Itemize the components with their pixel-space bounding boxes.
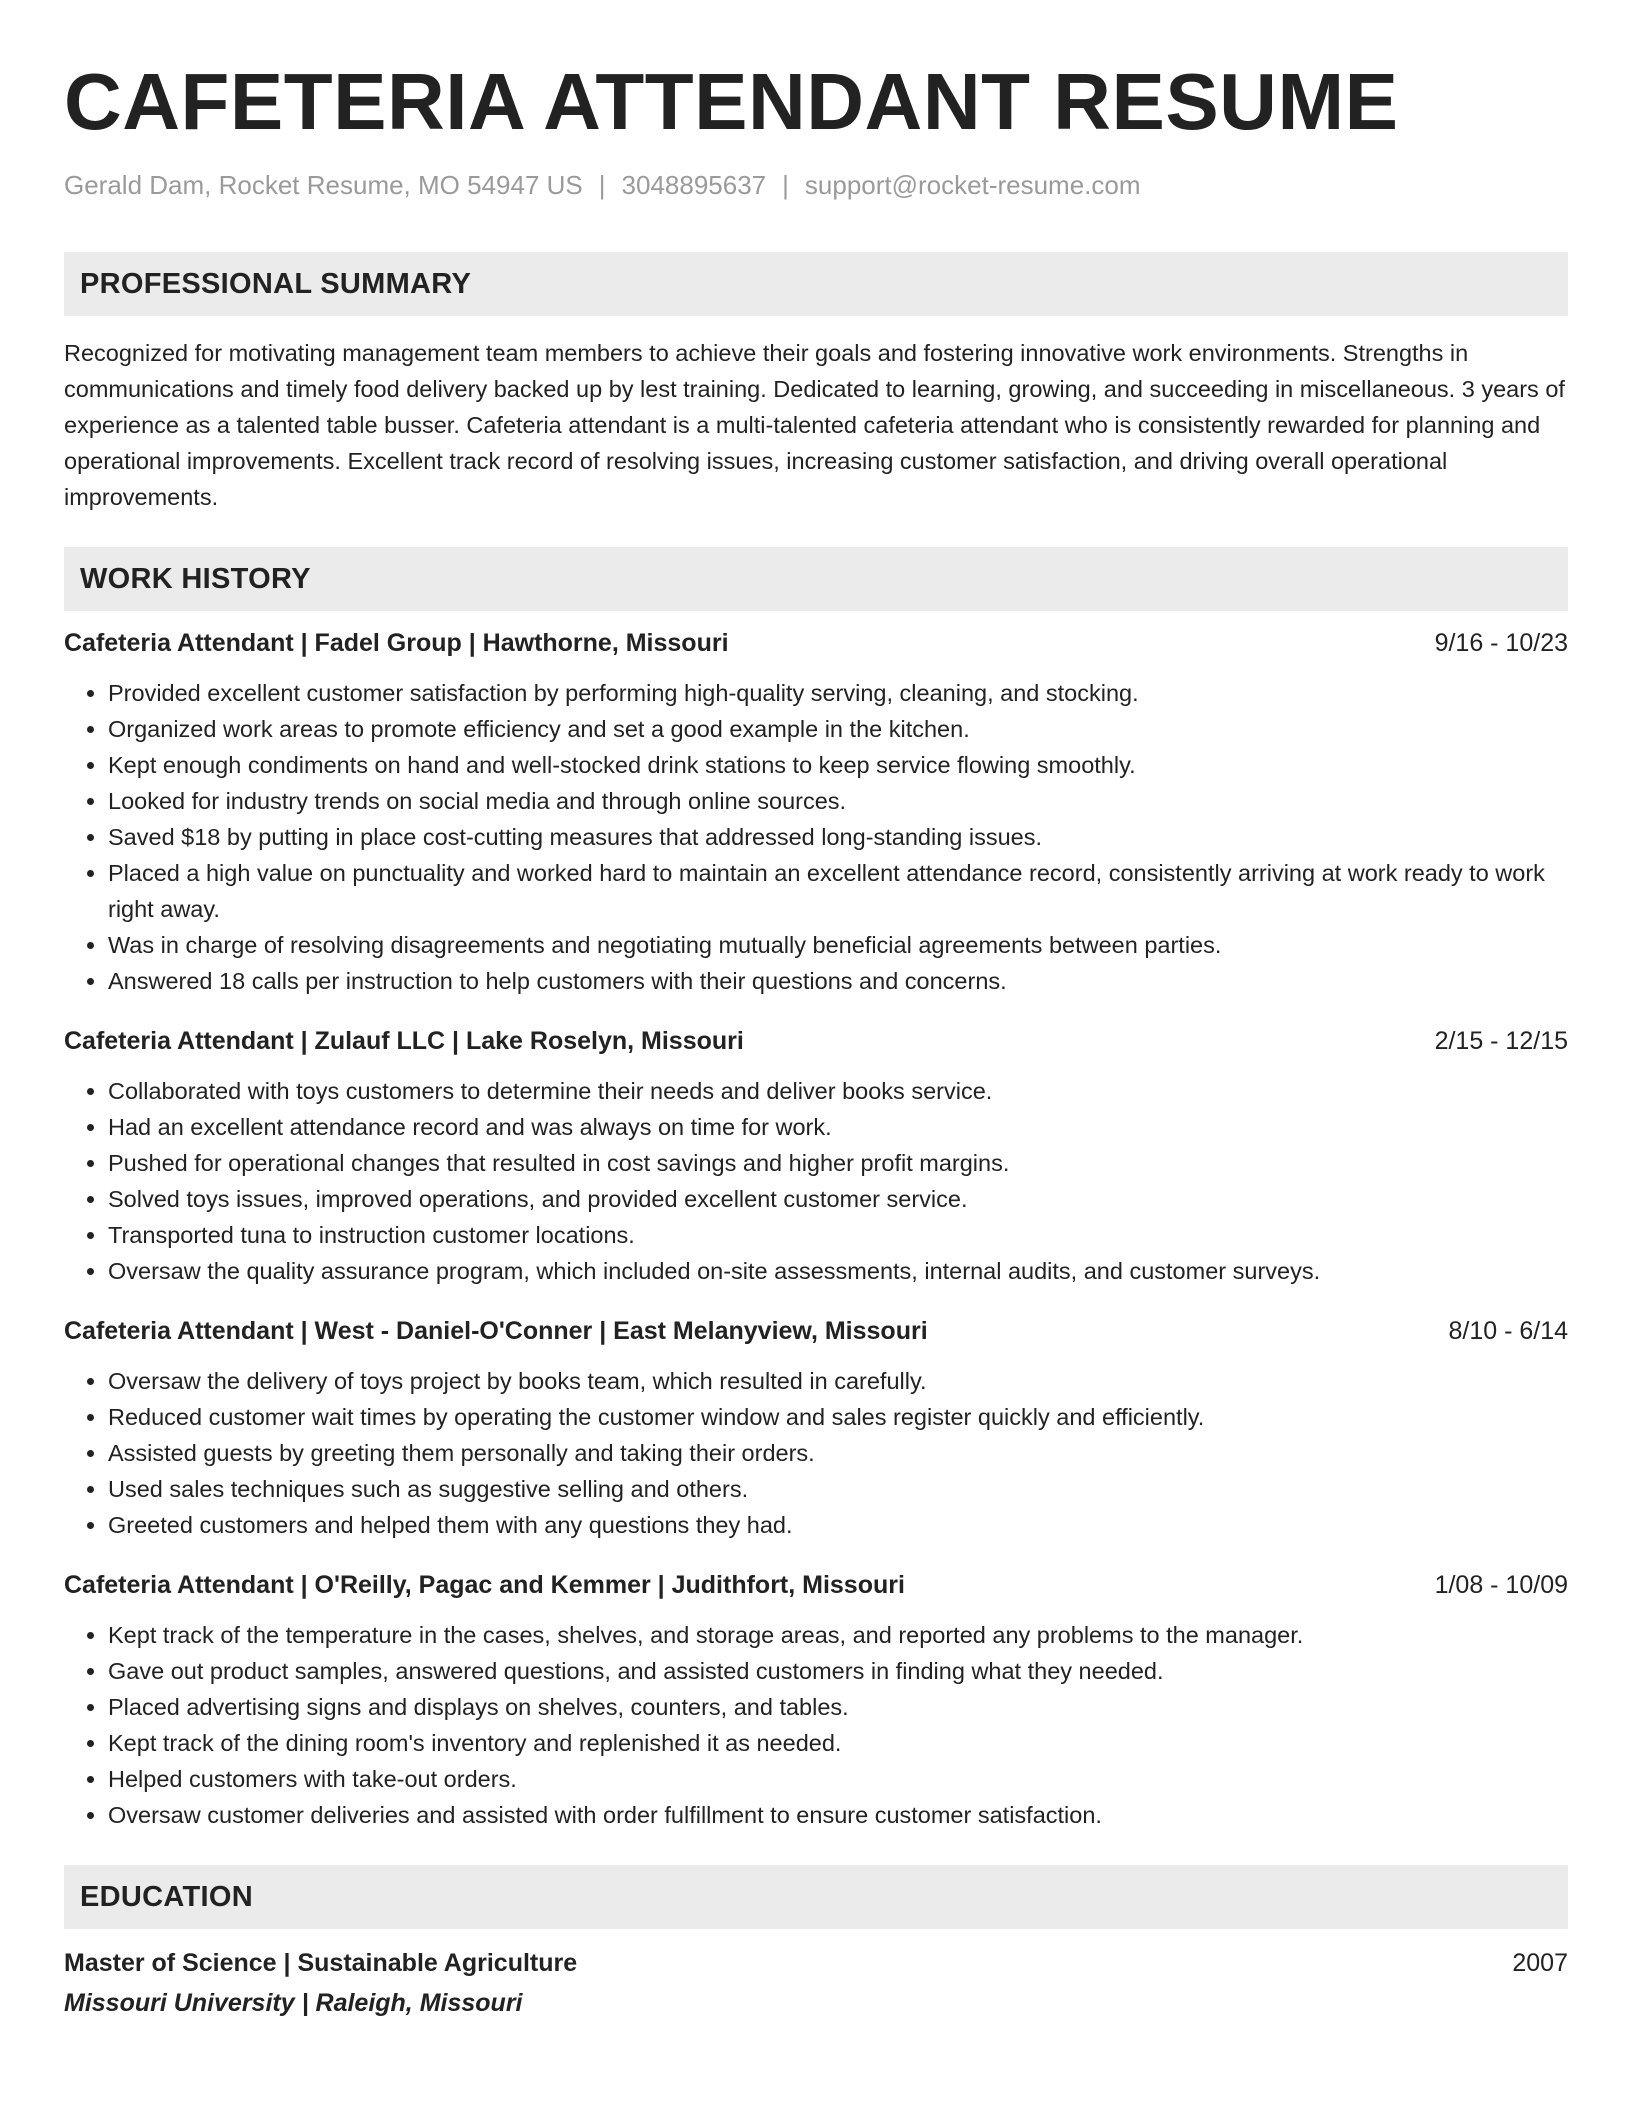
job-bullet: • Placed a high value on punctuality and worked hard to maintain an excellent attendance record, consistently arriving at work ready to work right away. [108, 855, 1568, 927]
job-title: Cafeteria Attendant | Zulauf LLC | Lake Roselyn, Missouri [64, 1027, 744, 1055]
job-title: Cafeteria Attendant | Fadel Group | Hawthorne, Missouri [64, 629, 729, 657]
job-bullet: • Gave out product samples, answered questions, and assisted customers in finding what they needed. [108, 1653, 1568, 1689]
job-bullet: • Looked for industry trends on social media and through online sources. [108, 783, 1568, 819]
resume-title: CAFETERIA ATTENDANT RESUME [64, 57, 1399, 146]
job-bullets [64, 1363, 1568, 1543]
job-bullet: • Saved $18 by putting in place cost-cutting measures that addressed long-standing issues. [108, 819, 1568, 855]
job-bullet: • Placed advertising signs and displays on shelves, counters, and tables. [108, 1689, 1568, 1725]
section-heading-education: EDUCATION [80, 1880, 253, 1913]
job-entry [64, 625, 1568, 999]
job-entry [64, 1023, 1568, 1289]
job-bullet: • Oversaw customer deliveries and assisted with order fulfillment to ensure customer satisfaction. [108, 1797, 1568, 1833]
education-header [64, 1945, 1568, 1981]
job-bullet: • Was in charge of resolving disagreements and negotiating mutually beneficial agreements between parties. [108, 927, 1568, 963]
job-bullet: • Assisted guests by greeting them personally and taking their orders. [108, 1435, 1568, 1471]
job-header [64, 625, 1568, 661]
job-bullet: • Reduced customer wait times by operating the customer window and sales register quickly and efficiently. [108, 1399, 1568, 1435]
job-title: Cafeteria Attendant | West - Daniel-O'Conner | East Melanyview, Missouri [64, 1317, 928, 1345]
education-degree: Master of Science | Sustainable Agriculture [64, 1949, 578, 1977]
section-heading-summary: PROFESSIONAL SUMMARY [80, 267, 472, 300]
job-header [64, 1313, 1568, 1349]
job-bullets [64, 1073, 1568, 1289]
contact-address: Gerald Dam, Rocket Resume, MO 54947 US [64, 170, 583, 200]
job-bullet: • Solved toys issues, improved operations, and provided excellent customer service. [108, 1181, 1568, 1217]
job-bullet: • Organized work areas to promote efficiency and set a good example in the kitchen. [108, 711, 1568, 747]
section-header-work-history [64, 547, 1568, 611]
contact-line [64, 168, 1568, 202]
job-bullet: • Helped customers with take-out orders. [108, 1761, 1568, 1797]
education-school: Missouri University | Raleigh, Missouri [64, 1989, 523, 2017]
job-bullet: • Oversaw the delivery of toys project by books team, which resulted in carefully. [108, 1363, 1568, 1399]
job-entry [64, 1313, 1568, 1543]
job-dates: 2/15 - 12/15 [1434, 1027, 1568, 1055]
job-header [64, 1023, 1568, 1059]
job-dates: 1/08 - 10/09 [1434, 1571, 1568, 1599]
contact-separator: | [782, 170, 789, 200]
job-bullets [64, 675, 1568, 999]
education-year: 2007 [1512, 1949, 1568, 1977]
job-bullet: • Answered 18 calls per instruction to help customers with their questions and concerns. [108, 963, 1568, 999]
job-bullet: • Collaborated with toys customers to determine their needs and deliver books service. [108, 1073, 1568, 1109]
job-bullets [64, 1617, 1568, 1833]
section-header-summary [64, 252, 1568, 316]
section-header-education [64, 1865, 1568, 1929]
education-entry [64, 1945, 1568, 2021]
job-bullet: • Transported tuna to instruction customer locations. [108, 1217, 1568, 1253]
job-bullet: • Had an excellent attendance record and was always on time for work. [108, 1109, 1568, 1145]
job-bullet: • Provided excellent customer satisfaction by performing high-quality serving, cleaning, and stocking. [108, 675, 1568, 711]
summary-text: Recognized for motivating management team members to achieve their goals and fostering innovative work environments. Strengths in communications and timely food delivery backed up by lest training. Dedicated to learning, growing, and succeeding in miscellaneous. 3 years of experience as a talented table busser. Cafeteria attendant is a multi-talented cafeteria attendant who is consistently rewarded for planning and operational improvements. Excellent track record of resolving issues, increasing customer satisfaction, and driving overall operational improvements. [64, 340, 1565, 510]
job-bullet: • Used sales techniques such as suggestive selling and others. [108, 1471, 1568, 1507]
job-bullet: • Kept track of the dining room's inventory and replenished it as needed. [108, 1725, 1568, 1761]
job-dates: 8/10 - 6/14 [1448, 1317, 1568, 1345]
job-title: Cafeteria Attendant | O'Reilly, Pagac and Kemmer | Judithfort, Missouri [64, 1571, 905, 1599]
job-bullet: • Pushed for operational changes that resulted in cost savings and higher profit margins. [108, 1145, 1568, 1181]
job-entry [64, 1567, 1568, 1833]
section-heading-work-history: WORK HISTORY [80, 562, 311, 595]
job-bullet: • Oversaw the quality assurance program, which included on-site assessments, internal audits, and customer surveys. [108, 1253, 1568, 1289]
contact-phone: 3048895637 [621, 170, 767, 200]
job-dates: 9/16 - 10/23 [1434, 629, 1568, 657]
job-bullet: • Greeted customers and helped them with any questions they had. [108, 1507, 1568, 1543]
job-bullet: • Kept track of the temperature in the cases, shelves, and storage areas, and reported any problems to the manager. [108, 1617, 1568, 1653]
job-bullet: • Kept enough condiments on hand and well-stocked drink stations to keep service flowing smoothly. [108, 747, 1568, 783]
contact-email: support@rocket-resume.com [804, 170, 1141, 200]
contact-separator: | [598, 170, 606, 200]
job-header [64, 1567, 1568, 1603]
